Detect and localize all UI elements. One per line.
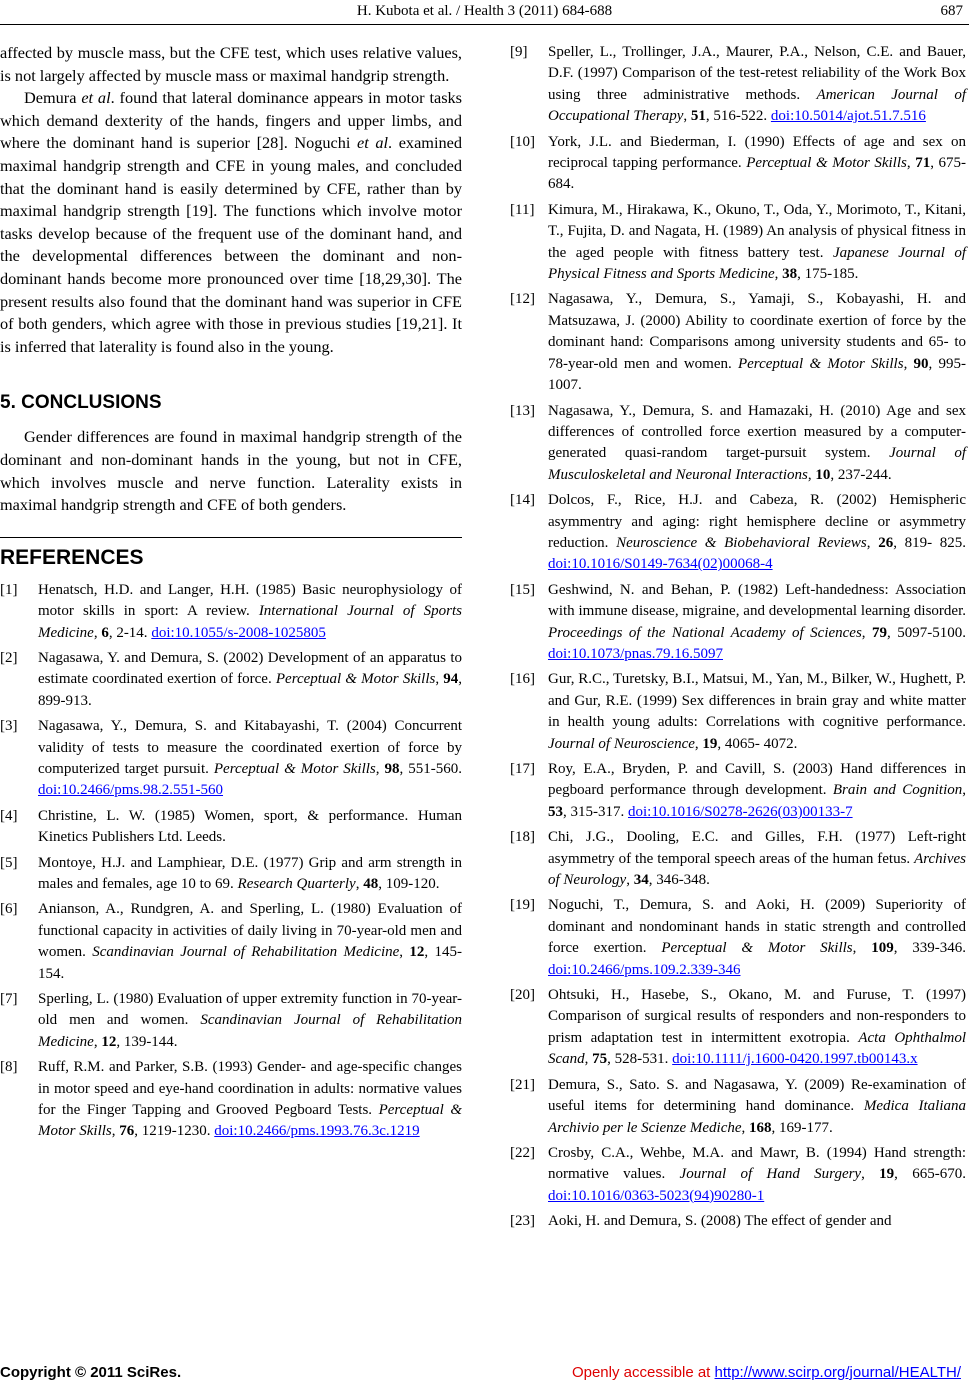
copyright: Copyright © 2011 SciRes.	[0, 1364, 182, 1381]
italic-text: Medica Italiana Archivio per le Scienze Mediche	[548, 1098, 967, 1136]
text-run: Dolcos, F., Rice, H.J. and Cabeza, R. (2002) Hemispheric asymmentry and aging: right hemisphere decline or asymmetry reduction.	[548, 492, 966, 551]
text-run: ,	[93, 624, 102, 641]
italic-text: Journal of Neuroscience	[548, 735, 695, 752]
text-run: , 899-913.	[38, 671, 463, 709]
text-run: York, J.L. and Biederman, I. (1990) Effects of age and sex on reciprocal tapping performance.	[548, 133, 966, 172]
text-run: , 675-684.	[548, 155, 967, 193]
text-run: ,	[694, 735, 703, 752]
text-run: , 169-177.	[771, 1119, 833, 1136]
text-run: , 665-670.	[894, 1166, 966, 1183]
italic-text: International Journal of Sports Medicine	[38, 603, 462, 641]
text-run: , 528-531.	[607, 1051, 673, 1068]
reference-text	[548, 580, 966, 666]
running-header: H. Kubota et al. / Health 3 (2011) 684-688	[356, 3, 613, 19]
reference-text	[548, 1143, 966, 1207]
volume-number: 79	[872, 624, 888, 641]
text-run: ,	[584, 1051, 593, 1068]
reference-item	[510, 1211, 966, 1232]
reference-number: [4]	[0, 807, 18, 824]
text-run: Noguchi, T., Demura, S. and Aoki, H. (2009) Superiority of dominant and nondominant hands in static strength and controlled force exertion.	[548, 897, 966, 957]
text-run: Gur, R.C., Turetsky, B.I., Matsui, M., Yan, M., Bilker, W., Hughett, P. and Gur, R.E. (1999) Sex differences in brain gray and white matter in health young adults: Correlations with cognitive performance.	[548, 671, 966, 731]
reference-item	[0, 989, 462, 1053]
text-run: ,	[852, 940, 872, 957]
volume-number: 51	[690, 108, 706, 125]
reference-text	[38, 899, 462, 985]
text-run: , 109-120.	[378, 875, 440, 892]
reference-text	[548, 759, 966, 823]
text-run: ,	[626, 872, 634, 889]
reference-number: [18]	[510, 829, 535, 846]
volume-number: 26	[878, 534, 894, 551]
italic-text: Journal of Musculoskeletal and Neuronal Interactions	[548, 445, 966, 483]
text-run: , 995-1007.	[548, 355, 967, 394]
reference-number: [7]	[0, 991, 18, 1007]
footer-access	[572, 1364, 961, 1381]
text-run: ,	[93, 1033, 102, 1050]
volume-number: 90	[913, 355, 929, 372]
text-run: ,	[399, 944, 410, 961]
reference-item	[510, 827, 966, 891]
volume-number: 98	[384, 760, 400, 777]
reference-number: [1]	[0, 581, 18, 598]
volume-number: 109	[871, 940, 894, 957]
text-run: ,	[861, 624, 873, 641]
reference-number: [9]	[510, 44, 528, 60]
italic-text: et al	[357, 133, 389, 153]
text-run: , 551-560.	[399, 760, 463, 777]
reference-item	[0, 580, 462, 644]
text-run: Sperling, L. (1980) Evaluation of upper extremity function in 70-year-old men and women.	[38, 991, 462, 1029]
reference-text	[548, 1075, 966, 1139]
italic-text: Brain and Cognition	[832, 782, 963, 799]
reference-text	[38, 716, 462, 802]
reference-number: [6]	[0, 901, 18, 918]
reference-text	[548, 289, 966, 396]
text-run: Ohtsuki, H., Hasebe, S., Okano, M. and Furuse, T. (1997) Comparison of surgical results of responders and non-responders to prism adaptation test in intermittent exotropia.	[548, 987, 966, 1046]
text-run: ,	[375, 760, 385, 777]
text-run: Nagasawa, Y., Demura, S., Yamaji, S., Kobayashi, H. and Matsuzawa, J. (2000) Ability to coordinate exertion of force by the dominant hand: Comparisons among university students and 65- to 78-year-old men and women.	[548, 291, 966, 372]
text-run: Demura	[24, 88, 82, 108]
doi-link[interactable]: doi:10.2466/pms.98.2.551-560	[38, 782, 224, 799]
reference-number: [15]	[510, 581, 535, 598]
text-run: ,	[111, 1123, 120, 1140]
reference-text	[548, 895, 966, 981]
volume-number: 38	[782, 266, 798, 283]
reference-text	[38, 853, 462, 896]
reference-text	[38, 989, 462, 1053]
reference-text	[38, 648, 462, 712]
italic-text: Archives of Neurology	[548, 850, 966, 889]
italic-text: Perceptual & Motor Skills	[38, 1102, 463, 1140]
text-run: ,	[741, 1119, 750, 1136]
volume-number: 53	[548, 803, 563, 820]
reference-item	[510, 580, 966, 666]
italic-text: Perceptual & Motor Skills	[737, 355, 904, 372]
reference-number: [5]	[0, 854, 18, 871]
reference-item	[510, 200, 966, 286]
reference-item	[510, 985, 966, 1071]
text-run: Anianson, A., Rundgren, A. and Sperling, L. (1980) Evaluation of functional capacity in activities of daily living in 70-year-old men and women.	[38, 901, 462, 961]
text-run: Roy, E.A., Bryden, P. and Cavill, S. (2003) Hand differences in pegboard performance through development.	[548, 761, 966, 799]
reference-item	[0, 806, 462, 849]
italic-text: et al	[81, 88, 111, 108]
reference-item	[510, 1143, 966, 1207]
reference-number: [20]	[510, 987, 535, 1004]
reference-number: [14]	[510, 492, 535, 509]
header-rule	[0, 24, 969, 25]
italic-text: Acta Ophthalmol Scand	[548, 1029, 966, 1068]
text-run: Nagasawa, Y., Demura, S. and Kitabayashi, T. (2004) Concurrent validity of tests to measure the coordinated exertion of force by computerized target pursuit.	[38, 718, 462, 777]
italic-text: American Journal of Occupational Therapy	[548, 86, 966, 125]
journal-link[interactable]: http://www.scirp.org/journal/HEALTH/	[714, 1364, 961, 1381]
text-run: , 139-144.	[116, 1033, 178, 1050]
text-run: ,	[861, 1166, 880, 1183]
reference-number: [8]	[0, 1059, 18, 1076]
reference-number: [21]	[510, 1076, 535, 1093]
doi-link[interactable]: doi:10.2466/pms.1993.76.3c.1219	[214, 1123, 420, 1140]
italic-text: Research Quarterly	[237, 875, 356, 892]
italic-text: Neuroscience & Biobehavioral Reviews	[616, 534, 867, 551]
text-run: , 4065- 4072.	[717, 735, 798, 752]
doi-link[interactable]: doi:10.1016/S0149-7634(02)00068-4	[548, 556, 773, 573]
reference-list	[0, 580, 462, 1143]
reference-text	[38, 1057, 462, 1143]
text-run: Kimura, M., Hirakawa, K., Okuno, T., Oda, Y., Morimoto, T., Kitani, T., Fujita, D. and Nagata, H. (1989) An analysis of physical fitness in the aged people with fitness battery test.	[548, 201, 966, 261]
text-run: , 5097-5100.	[887, 624, 967, 641]
volume-number: 10	[815, 466, 831, 483]
text-run: . examined maximal handgrip strength and CFE in young males, and concluded that the dominant hand is easily determined by CFE, rather than by maximal handgrip strength [19]. The functions which involve motor tasks develop because of the frequent use of the dominant hand, and the developmental differences between the dominant and non-dominant hands become more pronounced over time [18,29,30]. The present results also found that the dominant hand was superior in CFE of both genders, which agree with those in previous studies [19,21]. It is inferred that laterality is found also in the young.	[0, 133, 462, 356]
paragraph	[0, 42, 462, 87]
reference-item	[510, 289, 966, 396]
reference-text	[548, 985, 966, 1071]
doi-link[interactable]: doi:10.1016/0363-5023(94)90280-1	[548, 1187, 765, 1204]
volume-number: 94	[443, 671, 459, 688]
text-run: ,	[866, 534, 879, 551]
reference-number: [11]	[510, 201, 535, 218]
volume-number: 19	[879, 1166, 895, 1183]
reference-number: [17]	[510, 761, 535, 777]
reference-item	[510, 42, 966, 128]
reference-number: [19]	[510, 897, 535, 914]
text-run: Crosby, C.A., Wehbe, M.A. and Mawr, B. (1994) Hand strength: normative values.	[548, 1144, 966, 1183]
text-run: Nagasawa, Y., Demura, S. and Hamazaki, H. (2010) Age and sex differences of controlled force exertion measured by a computer-generated quasi-random target-pursuit system.	[548, 402, 966, 462]
right-column	[510, 42, 966, 1237]
volume-number: 76	[119, 1123, 135, 1140]
text-run: . found that lateral dominance appears in motor tasks which demand dexterity of the hands, fingers and upper limbs, and where the dominant hand is superior [28]. Noguchi	[0, 88, 463, 153]
italic-text: Perceptual & Motor Skills	[746, 155, 907, 172]
text-run: , 315-317.	[563, 803, 628, 820]
text-run: ,	[683, 108, 691, 125]
reference-item	[510, 669, 966, 755]
page-number: 687	[940, 3, 963, 19]
section-rule	[0, 537, 462, 538]
reference-item	[510, 490, 966, 576]
text-run: ,	[903, 355, 914, 372]
text-run: , 1219-1230.	[134, 1123, 215, 1140]
reference-text	[548, 401, 966, 487]
doi-link[interactable]: doi:10.2466/pms.109.2.339-346	[548, 961, 741, 978]
italic-text: Perceptual & Motor Skills	[661, 940, 853, 957]
reference-item	[0, 1057, 462, 1143]
volume-number: 75	[592, 1051, 608, 1068]
conclusions-paragraph	[0, 426, 462, 516]
italic-text: Perceptual & Motor Skills	[213, 760, 376, 777]
reference-item	[0, 648, 462, 712]
access-text: Openly accessible at	[571, 1364, 715, 1381]
paragraph	[0, 87, 462, 358]
reference-text	[548, 200, 966, 286]
text-run: , 175-185.	[797, 266, 859, 283]
volume-number: 168	[749, 1119, 772, 1136]
reference-text	[38, 580, 462, 644]
volume-number: 34	[633, 872, 649, 889]
reference-text	[548, 490, 966, 576]
reference-number: [2]	[0, 649, 18, 666]
text-run: affected by muscle mass, but the CFE test, which uses relative values, is not largely affected by muscle mass or maximal handgrip strength.	[0, 43, 462, 85]
italic-text: Proceedings of the National Academy of Sciences	[548, 624, 862, 641]
italic-text: Scandinavian Journal of Rehabilitation Medicine	[92, 944, 400, 961]
reference-item	[0, 716, 462, 802]
text-run: , 516-522.	[705, 108, 771, 125]
reference-number: [13]	[510, 402, 535, 419]
reference-item	[510, 401, 966, 487]
reference-number: [10]	[510, 133, 535, 150]
reference-item	[0, 899, 462, 985]
reference-number: [3]	[0, 718, 18, 735]
text-run: , 237-244.	[830, 466, 892, 483]
text-run: Geshwind, N. and Behan, P. (1982) Left-handedness: Association with immune disease, migraine, and developmental learning disorder.	[548, 581, 966, 620]
text-run: , 346-348.	[648, 872, 710, 889]
text-run: ,	[906, 155, 916, 172]
doi-link[interactable]: doi:10.1055/s-2008-1025805	[151, 624, 326, 641]
reference-text	[548, 1211, 966, 1232]
doi-link[interactable]: doi:10.1073/pnas.79.16.5097	[548, 645, 723, 662]
text-run: Speller, L., Trollinger, J.A., Maurer, P.A., Nelson, C.E. and Bauer, D.F. (1997) Comparison of the test-retest reliability of the Work Box using three administrative methods.	[548, 44, 966, 103]
doi-link[interactable]: doi:10.5014/ajot.51.7.516	[770, 108, 926, 125]
text-run: Ruff, R.M. and Parker, S.B. (1993) Gender- and age-specific changes in motor speed and eye-hand coordination in adults: normative values for the Finger Tapping and Grooved Pegboard Tests.	[38, 1059, 462, 1119]
text-run: ,	[355, 875, 364, 892]
text-run: , 145-154.	[38, 944, 463, 982]
reference-text	[548, 669, 966, 755]
text-run: ,	[435, 671, 444, 688]
text-run: , 2-14.	[108, 624, 152, 641]
text-run: Christine, L. W. (1985) Women, sport, & performance. Human Kinetics Publishers Ltd. Leeds.	[38, 807, 462, 846]
doi-link[interactable]: doi:10.1111/j.1600-0420.1997.tb00143.x	[672, 1051, 918, 1068]
text-run: ,	[962, 782, 966, 799]
text-run: Demura, S., Sato. S. and Nagasawa, Y. (2009) Re-examination of useful items for determining hand dominance.	[548, 1076, 966, 1115]
text-run: ,	[807, 466, 816, 483]
reference-number: [16]	[510, 671, 535, 688]
volume-number: 19	[702, 735, 718, 752]
reference-item	[510, 132, 966, 196]
reference-number: [23]	[510, 1213, 535, 1230]
text-run: Aoki, H. and Demura, S. (2008) The effect of gender and	[548, 1213, 892, 1230]
reference-number: [22]	[510, 1144, 535, 1161]
volume-number: 48	[363, 875, 379, 892]
volume-number: 71	[915, 155, 931, 172]
text-run: Gender differences are found in maximal handgrip strength of the dominant and non-dominant hands in the young, but not in CFE, which involves muscle and nerve function. Laterality exists in maximal handgrip strength and CFE of both genders.	[0, 427, 462, 515]
doi-link[interactable]: doi:10.1016/S0278-2626(03)00133-7	[628, 803, 853, 820]
text-run: Nagasawa, Y. and Demura, S. (2002) Development of an apparatus to estimate coordinated exertion of force.	[38, 649, 462, 688]
text-run: Chi, J.G., Dooling, E.C. and Gilles, F.H. (1977) Left-right asymmetry of the temporal speech areas of the human fetus.	[548, 829, 966, 867]
text-run: Montoye, H.J. and Lamphiear, D.E. (1977) Grip and arm strength in males and females, age 10 to 69.	[38, 854, 462, 892]
italic-text: Journal of Hand Surgery	[679, 1166, 862, 1183]
references-heading: REFERENCES	[0, 545, 144, 569]
text-run: , 819- 825.	[893, 534, 967, 551]
text-run: , 339-346.	[893, 940, 967, 957]
reference-text	[548, 42, 966, 128]
volume-number: 12	[409, 944, 425, 961]
reference-text	[548, 132, 966, 196]
italic-text: Scandinavian Journal of Rehabilitation Medicine	[38, 1012, 463, 1050]
reference-item	[510, 895, 966, 981]
reference-item	[510, 759, 966, 823]
volume-number: 6	[101, 624, 109, 641]
left-column	[0, 42, 462, 1147]
volume-number: 12	[101, 1033, 117, 1050]
italic-text: Perceptual & Motor Skills	[275, 671, 436, 688]
reference-text	[548, 827, 966, 891]
text-run: ,	[774, 266, 783, 283]
text-run: Henatsch, H.D. and Langer, H.H. (1985) Basic neurophysiology of motor skills in sport: A review.	[38, 581, 462, 620]
reference-item	[510, 1075, 966, 1139]
reference-list	[510, 42, 966, 1233]
conclusions-heading: 5. CONCLUSIONS	[0, 392, 162, 414]
italic-text: Japanese Journal of Physical Fitness and Sports Medicine	[548, 244, 967, 283]
reference-number: [12]	[510, 291, 535, 308]
reference-text	[38, 806, 462, 849]
reference-item	[0, 853, 462, 896]
